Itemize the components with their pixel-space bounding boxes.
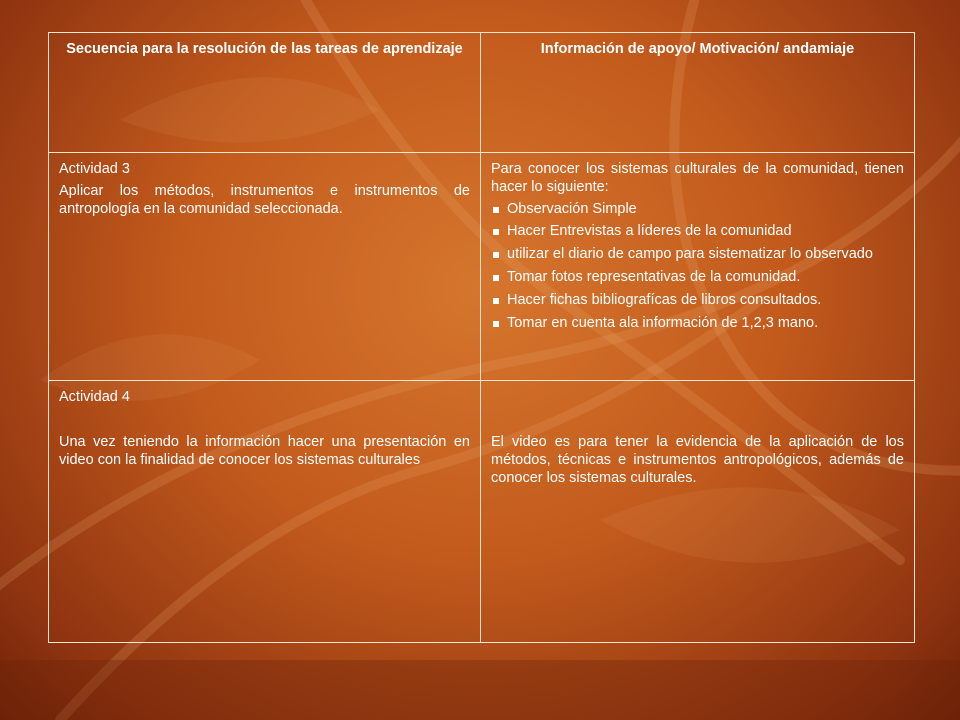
square-bullet-icon	[493, 275, 499, 281]
activity-3-support-list	[491, 201, 904, 333]
square-bullet-icon	[493, 207, 499, 213]
cell-activity-4-support	[481, 381, 915, 643]
header-cell-sequence: Secuencia para la resolución de las tareas de aprendizaje	[49, 33, 481, 153]
activity-4-title: Actividad 4	[59, 389, 130, 405]
activity-4-description: Una vez teniendo la información hacer una presentación en video con la finalidad de conocer los sistemas culturales	[59, 433, 470, 468]
cell-activity-3-support	[481, 153, 915, 381]
table-header-row	[49, 33, 915, 153]
square-bullet-icon	[493, 252, 499, 258]
list-item: Tomar fotos representativas de la comunidad.	[491, 269, 904, 287]
activity-3-description: Aplicar los métodos, instrumentos e instrumentos de antropología en la comunidad seleccionada.	[59, 182, 470, 217]
square-bullet-icon	[493, 229, 499, 235]
list-item: Observación Simple	[491, 201, 904, 219]
cell-activity-3-task	[49, 153, 481, 381]
square-bullet-icon	[493, 321, 499, 327]
list-item: utilizar el diario de campo para sistematizar lo observado	[491, 246, 904, 264]
square-bullet-icon	[493, 298, 499, 304]
header-cell-support: Información de apoyo/ Motivación/ andamiaje	[481, 33, 915, 153]
content-table	[48, 32, 915, 643]
activity-3-title: Actividad 3	[59, 161, 130, 177]
list-item: Tomar en cuenta ala información de 1,2,3 mano.	[491, 315, 904, 333]
table-row-activity-3	[49, 153, 915, 381]
activity-3-support-intro: Para conocer los sistemas culturales de la comunidad, tienen hacer lo siguiente:	[491, 161, 904, 195]
cell-activity-4-task	[49, 381, 481, 643]
list-item: Hacer fichas bibliografícas de libros consultados.	[491, 292, 904, 310]
list-item: Hacer Entrevistas a líderes de la comunidad	[491, 223, 904, 241]
table-row-activity-4	[49, 381, 915, 643]
activity-4-support-text: El video es para tener la evidencia de la aplicación de los métodos, técnicas e instrumentos antropológicos, además de conocer los sistemas culturales.	[491, 434, 904, 486]
